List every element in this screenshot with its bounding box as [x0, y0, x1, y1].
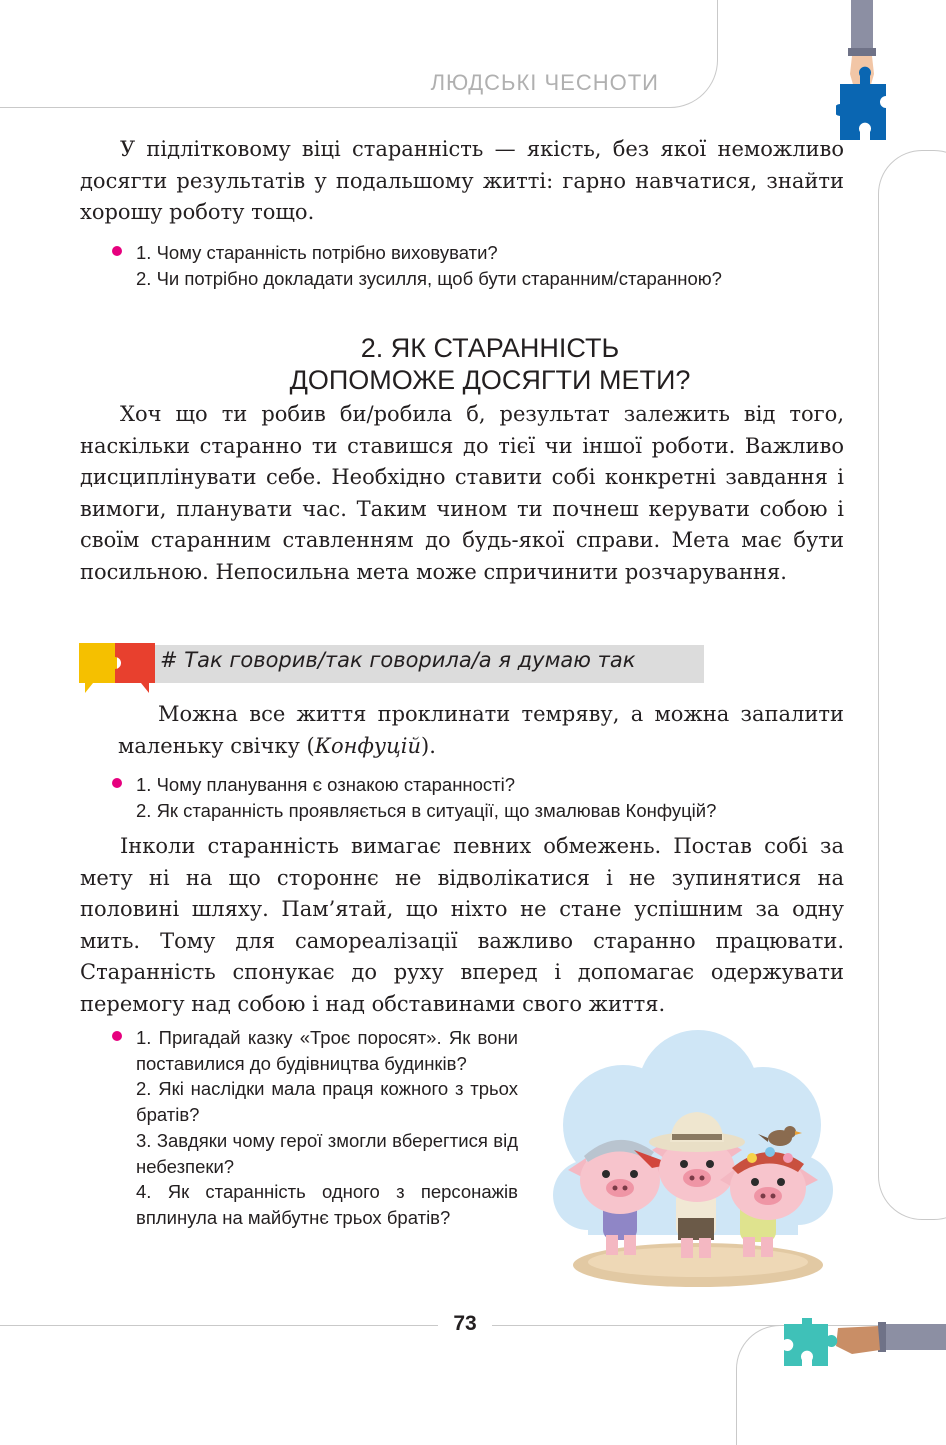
confucius-quote — [118, 699, 844, 762]
question-item: 1. Чому старанність потрібно виховувати? — [136, 242, 498, 263]
section-heading-line-2: ДОПОМОЖЕ ДОСЯГТИ МЕТИ? — [289, 365, 691, 395]
intro-paragraph: У підлітковому віці старанність — якість, без якої неможливо досягти результатів у подальшому житті: гарно навчатися, знайти хорошу роботу тощо. — [80, 137, 844, 224]
footer-divider-right — [492, 1325, 792, 1326]
page-number: 73 — [453, 1312, 477, 1335]
section-heading-line-1: 2. ЯК СТАРАННІСТЬ — [360, 333, 620, 363]
quote-end: ). — [421, 733, 436, 758]
perseverance-paragraph: Інколи старанність вимагає певних обмежень. Постав собі за мету ні на що стороннє не відволікатися і не зупинятися на половині шляху. Пам’ятай, що ніхто не стане успішним за одну мить. Тому для самореалізації важливо старанно працювати. Старанність спонукає до руху вперед і допомагає одержувати перемогу над собою і над обставинами свого життя. — [80, 834, 844, 1016]
hand-puzzle-top-icon — [836, 0, 896, 146]
question-item: 1. Чому планування є ознакою старанності? — [136, 774, 516, 795]
side-frame — [878, 150, 946, 1220]
question-item: 2. Чи потрібно докладати зусилля, щоб бути старанним/старанною? — [136, 268, 722, 289]
questions-list-1 — [136, 240, 856, 292]
quote-author: Конфуцій — [314, 733, 421, 758]
hand-puzzle-bottom-icon — [780, 1318, 946, 1368]
task-item: 3. Завдяки чому герої змогли вберегтися від небезпеки? — [136, 1129, 518, 1177]
question-item: 2. Як старанність проявляється в ситуації, що змалював Конфуцій? — [136, 800, 717, 821]
quote-text: Можна все життя проклинати темряву, а можна запалити маленьку свічку ( — [118, 702, 844, 758]
running-header-title: ЛЮДСЬКІ ЧЕСНОТИ — [430, 70, 659, 95]
bullet-marker — [112, 778, 122, 788]
task-item: 2. Які наслідки мала праця кожного з трьох братів? — [136, 1078, 518, 1126]
footer-divider-left — [0, 1325, 438, 1326]
questions-list-2 — [136, 772, 856, 824]
three-little-pigs-illustration — [548, 1030, 838, 1292]
task-item: 4. Як старанність одного з персонажів вплинула на майбутнє трьох братів? — [136, 1181, 518, 1228]
bullet-marker — [112, 246, 122, 256]
quote-bar-label: # Так говорив/так говорила/а я думаю так — [160, 648, 636, 672]
bullet-marker — [112, 1031, 122, 1041]
speech-bubble-puzzle-icon — [79, 643, 157, 693]
section-paragraph: Хоч що ти робив би/робила б, результат залежить від того, наскільки старанно ти ставишся до тієї чи іншої роботи. Важливо дисциплінувати себе. Необхідно ставити собі конкретні завдання і вимоги, планувати час. Таким чином ти почнеш керувати собою і своїм старанним ставленням до будь-якої справи. Мета має бути посильною. Непосильна мета може спричинити розчарування. — [80, 402, 844, 584]
task-item: 1. Пригадай казку «Троє поросят». Як вони поставилися до будівництва будинків? — [136, 1027, 518, 1074]
tasks-list — [136, 1025, 518, 1231]
